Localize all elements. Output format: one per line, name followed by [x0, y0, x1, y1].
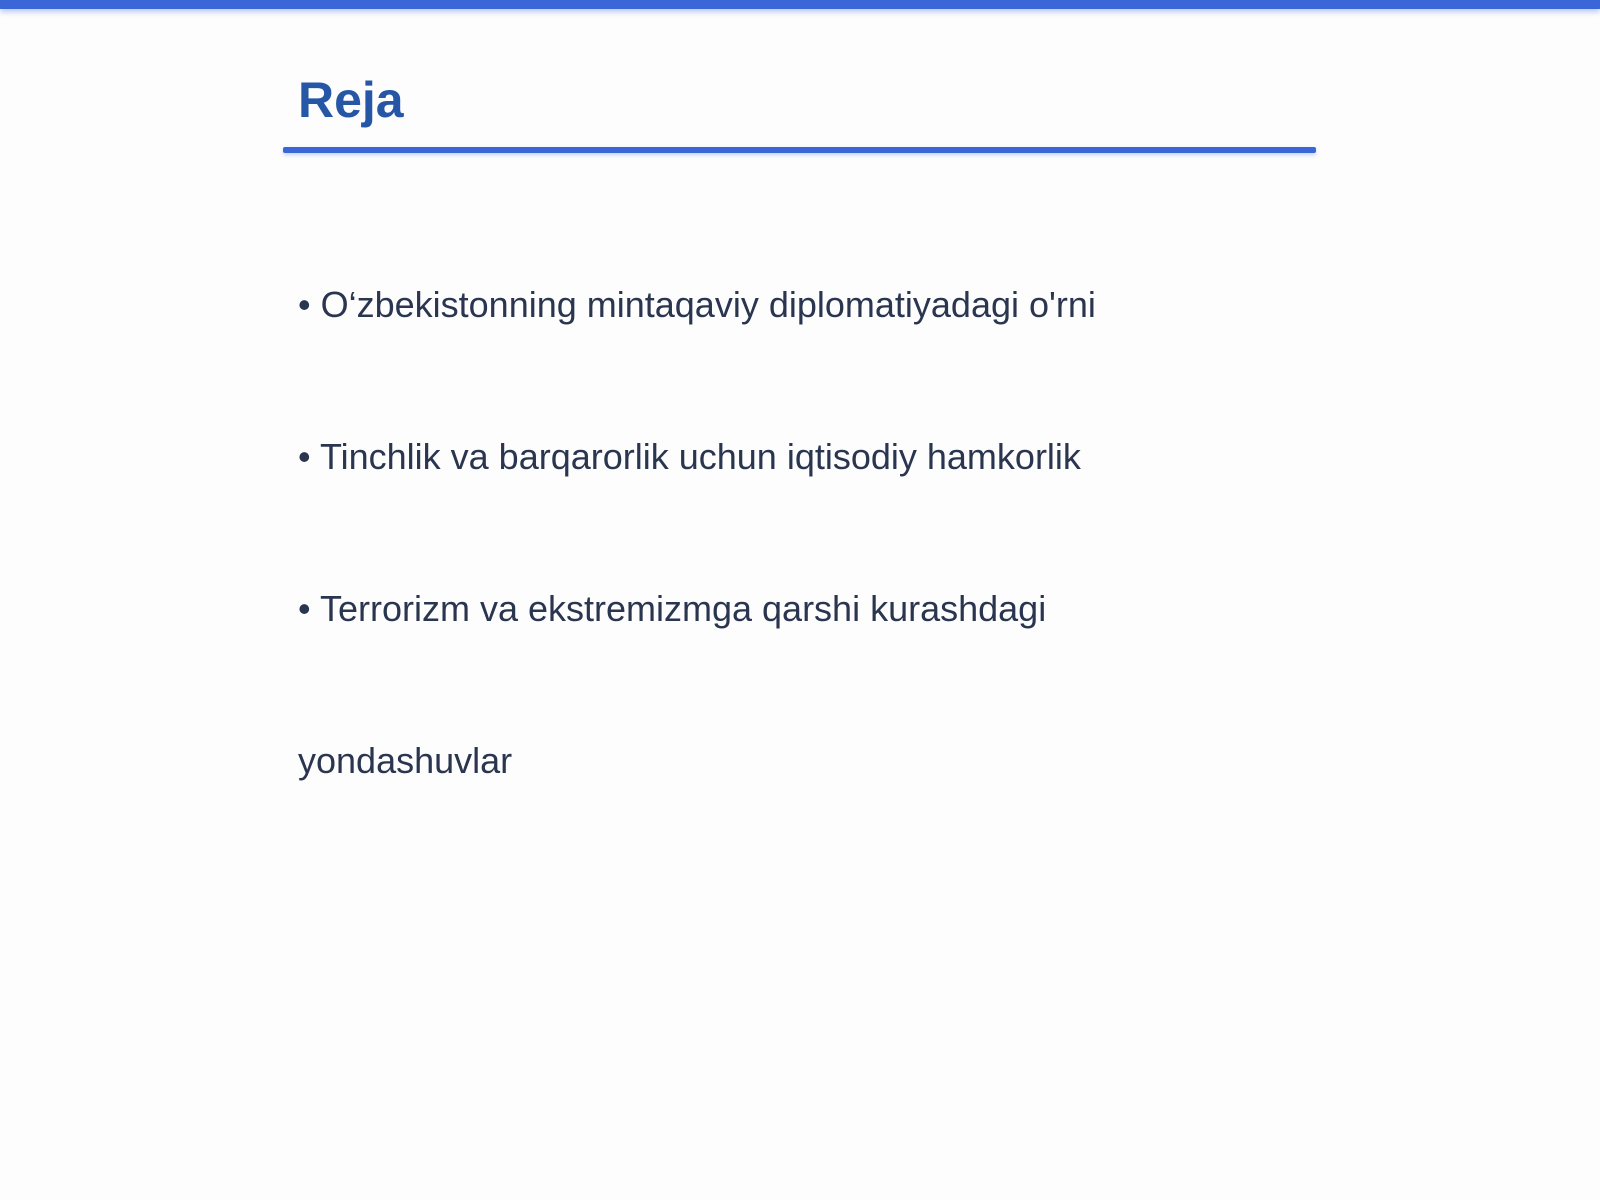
- bullet-item-continuation: yondashuvlar: [298, 740, 513, 781]
- top-accent-bar: [0, 0, 1600, 9]
- slide-title: Reja: [298, 72, 404, 128]
- title-underline: [283, 147, 1316, 153]
- bullet-item-counter-terrorism: • Terrorizm va ekstremizmga qarshi kurashdagi: [298, 588, 1047, 629]
- bullet-item-regional-diplomacy: • O‘zbekistonning mintaqaviy diplomatiyadagi o'rni: [298, 284, 1096, 325]
- bullet-item-economic-cooperation: • Tinchlik va barqarorlik uchun iqtisodiy hamkorlik: [298, 436, 1081, 477]
